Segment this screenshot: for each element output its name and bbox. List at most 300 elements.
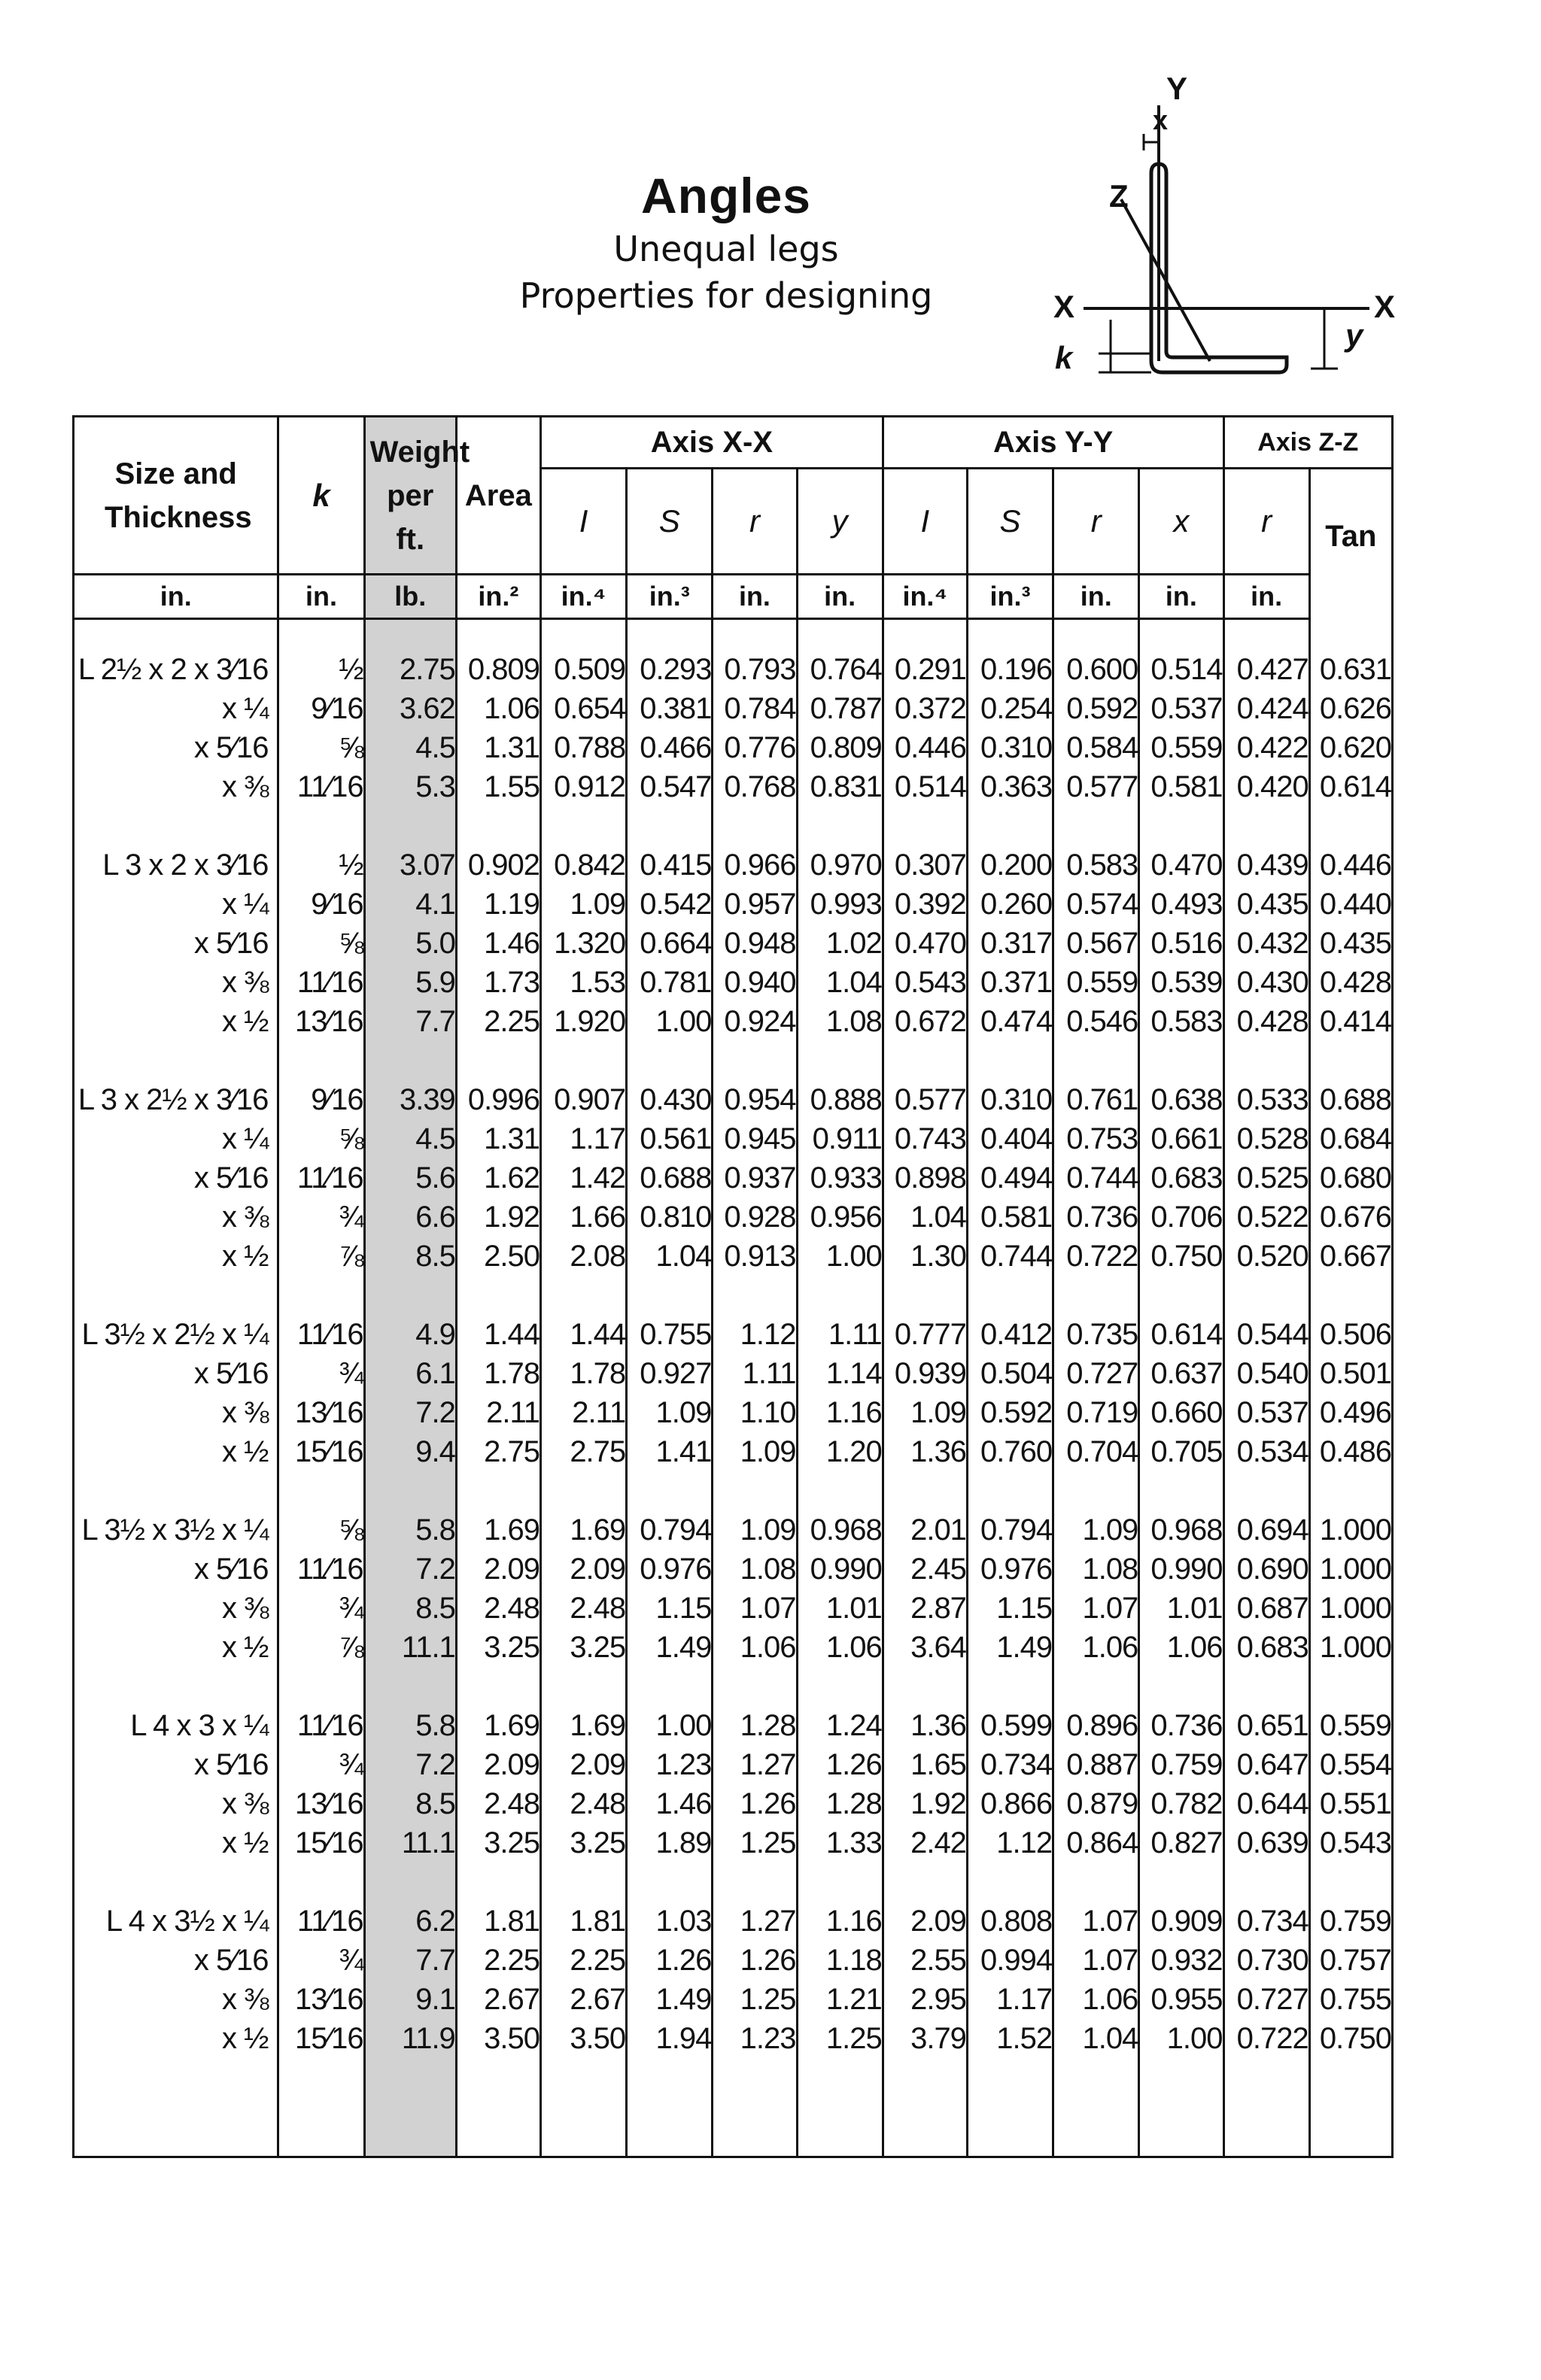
cell-tan: 0.543 [1309, 1823, 1392, 1862]
cell-k: 15⁄16 [278, 1823, 364, 1862]
table-row [74, 1745, 1393, 1784]
cell-zz-r: 0.522 [1223, 1198, 1309, 1237]
cell-yy-r: 0.559 [1053, 963, 1139, 1002]
cell-area: 1.31 [456, 728, 540, 767]
cell-area: 1.06 [456, 689, 540, 728]
spacer-cell [797, 619, 883, 651]
cell-k: 11⁄16 [278, 1706, 364, 1745]
cell-yy-s: 0.734 [967, 1745, 1053, 1784]
cell-weight: 3.07 [364, 845, 456, 885]
cell-zz-r: 0.427 [1223, 650, 1309, 689]
cell-weight: 5.8 [364, 1706, 456, 1745]
cell-size: x ½ [74, 2019, 278, 2058]
spacer-cell [627, 1862, 713, 1902]
cell-weight: 5.9 [364, 963, 456, 1002]
cell-yy-i: 0.470 [883, 924, 967, 963]
spacer-cell [1053, 619, 1139, 651]
spacer-cell [627, 1471, 713, 1510]
cell-xx-s: 0.542 [627, 885, 713, 924]
cell-zz-r: 0.525 [1223, 1158, 1309, 1198]
cell-yy-i: 2.01 [883, 1510, 967, 1550]
cell-xx-y: 1.04 [797, 963, 883, 1002]
cell-xx-y: 1.18 [797, 1941, 883, 1980]
cell-xx-y: 1.16 [797, 1393, 883, 1432]
spacer-cell [1139, 1667, 1223, 1706]
spacer-cell [713, 1862, 797, 1902]
spacer-cell [364, 1471, 456, 1510]
cell-k: ½ [278, 650, 364, 689]
cell-xx-r: 1.26 [713, 1941, 797, 1980]
spacer-cell [456, 619, 540, 651]
cell-xx-y: 0.764 [797, 650, 883, 689]
spacer-cell [883, 806, 967, 845]
header-weight: Weight per ft. [364, 417, 456, 575]
table-row [74, 767, 1393, 806]
spacer-cell [627, 1041, 713, 1080]
cell-xx-r: 1.06 [713, 1628, 797, 1667]
cell-xx-r: 0.945 [713, 1119, 797, 1158]
spacer-cell [797, 1667, 883, 1706]
cell-xx-s: 1.26 [627, 1941, 713, 1980]
cell-xx-y: 1.06 [797, 1628, 883, 1667]
spacer-cell [278, 1862, 364, 1902]
cell-xx-r: 1.25 [713, 1980, 797, 2019]
table-row [74, 885, 1393, 924]
cell-xx-r: 0.793 [713, 650, 797, 689]
table-row [74, 1823, 1393, 1862]
cell-yy-i: 0.672 [883, 1002, 967, 1041]
cell-tan: 1.000 [1309, 1628, 1392, 1667]
spacer-cell [797, 1041, 883, 1080]
cell-yy-s: 0.317 [967, 924, 1053, 963]
cell-yy-s: 0.808 [967, 1902, 1053, 1941]
unit-yy-x: in. [1139, 575, 1223, 619]
cell-xx-r: 1.11 [713, 1354, 797, 1393]
cell-xx-y: 0.970 [797, 845, 883, 885]
cell-k: 11⁄16 [278, 1158, 364, 1198]
spacer-cell [627, 619, 713, 651]
cell-xx-s: 1.41 [627, 1432, 713, 1471]
cell-xx-r: 1.27 [713, 1745, 797, 1784]
cell-yy-s: 0.412 [967, 1315, 1053, 1354]
cell-xx-r: 0.768 [713, 767, 797, 806]
cell-tan: 0.750 [1309, 2019, 1392, 2058]
cell-xx-i: 1.320 [540, 924, 626, 963]
spacer-cell [456, 1471, 540, 1510]
cell-size: x 5⁄16 [74, 1354, 278, 1393]
cell-yy-i: 0.777 [883, 1315, 967, 1354]
cell-yy-s: 0.866 [967, 1784, 1053, 1823]
cell-yy-s: 0.474 [967, 1002, 1053, 1041]
label-x-right: X [1374, 289, 1396, 324]
cell-weight: 6.2 [364, 1902, 456, 1941]
cell-xx-i: 2.48 [540, 1784, 626, 1823]
cell-zz-r: 0.734 [1223, 1902, 1309, 1941]
table-row [74, 1628, 1393, 1667]
spacer-cell [456, 806, 540, 845]
spacer-cell [540, 1471, 626, 1510]
spacer-cell [364, 1276, 456, 1315]
cell-xx-i: 1.66 [540, 1198, 626, 1237]
cell-k: ⅞ [278, 1237, 364, 1276]
spacer-cell [74, 1041, 278, 1080]
spacer-cell [627, 1667, 713, 1706]
cell-weight: 4.1 [364, 885, 456, 924]
cell-tan: 0.414 [1309, 1002, 1392, 1041]
cell-size: x ½ [74, 1002, 278, 1041]
spacer-cell [278, 806, 364, 845]
cell-xx-s: 0.381 [627, 689, 713, 728]
cell-tan: 1.000 [1309, 1510, 1392, 1550]
cell-yy-r: 1.04 [1053, 2019, 1139, 2058]
header-xx-r: r [713, 469, 797, 575]
cell-xx-y: 1.00 [797, 1237, 883, 1276]
cell-area: 1.19 [456, 885, 540, 924]
header-zz-r: r [1223, 469, 1309, 575]
spacer-cell [967, 1667, 1053, 1706]
cell-yy-s: 0.581 [967, 1198, 1053, 1237]
cell-yy-s: 0.200 [967, 845, 1053, 885]
cell-xx-r: 0.954 [713, 1080, 797, 1119]
cell-size: x 5⁄16 [74, 1941, 278, 1980]
cell-area: 1.81 [456, 1902, 540, 1941]
cell-k: 13⁄16 [278, 1784, 364, 1823]
cell-yy-x: 1.06 [1139, 1628, 1223, 1667]
cell-zz-r: 0.435 [1223, 885, 1309, 924]
cell-yy-x: 0.661 [1139, 1119, 1223, 1158]
cell-zz-r: 0.639 [1223, 1823, 1309, 1862]
cell-yy-i: 3.64 [883, 1628, 967, 1667]
label-z: Z [1109, 178, 1129, 214]
cell-yy-s: 1.49 [967, 1628, 1053, 1667]
cell-area: 1.73 [456, 963, 540, 1002]
cell-yy-s: 0.310 [967, 1080, 1053, 1119]
cell-area: 1.92 [456, 1198, 540, 1237]
cell-size: x ¼ [74, 1119, 278, 1158]
cell-yy-x: 0.782 [1139, 1784, 1223, 1823]
table-row [74, 1510, 1393, 1550]
cell-area: 0.996 [456, 1080, 540, 1119]
table-row [74, 728, 1393, 767]
cell-xx-i: 2.09 [540, 1550, 626, 1589]
spacer-cell [456, 1276, 540, 1315]
cell-yy-x: 0.493 [1139, 885, 1223, 924]
cell-xx-y: 1.02 [797, 924, 883, 963]
cell-xx-s: 0.430 [627, 1080, 713, 1119]
cell-yy-i: 0.291 [883, 650, 967, 689]
cell-k: 9⁄16 [278, 1080, 364, 1119]
cell-size: x ⅜ [74, 1784, 278, 1823]
cell-k: ⅞ [278, 1628, 364, 1667]
group-spacer [74, 1667, 1393, 1706]
cell-xx-i: 1.17 [540, 1119, 626, 1158]
cell-k: 15⁄16 [278, 1432, 364, 1471]
cell-xx-s: 1.00 [627, 1706, 713, 1745]
spacer-cell [1053, 1041, 1139, 1080]
cell-yy-x: 0.759 [1139, 1745, 1223, 1784]
cell-yy-r: 0.600 [1053, 650, 1139, 689]
cell-xx-s: 1.89 [627, 1823, 713, 1862]
cell-tan: 0.435 [1309, 924, 1392, 963]
cell-yy-i: 1.30 [883, 1237, 967, 1276]
spacer-cell [883, 2058, 967, 2157]
cell-area: 1.44 [456, 1315, 540, 1354]
cell-yy-s: 0.260 [967, 885, 1053, 924]
cell-yy-x: 0.514 [1139, 650, 1223, 689]
cell-yy-i: 0.372 [883, 689, 967, 728]
spacer-cell [713, 619, 797, 651]
cell-tan: 0.631 [1309, 650, 1392, 689]
cell-area: 1.62 [456, 1158, 540, 1198]
spacer-cell [1223, 1276, 1309, 1315]
cell-tan: 0.428 [1309, 963, 1392, 1002]
cell-xx-s: 0.976 [627, 1550, 713, 1589]
cell-xx-i: 2.48 [540, 1589, 626, 1628]
cell-xx-y: 1.11 [797, 1315, 883, 1354]
cell-xx-y: 1.24 [797, 1706, 883, 1745]
cell-k: ⅝ [278, 1119, 364, 1158]
cell-yy-r: 0.879 [1053, 1784, 1139, 1823]
cell-xx-s: 1.49 [627, 1628, 713, 1667]
cell-weight: 3.62 [364, 689, 456, 728]
cell-xx-r: 0.913 [713, 1237, 797, 1276]
cell-yy-r: 0.584 [1053, 728, 1139, 767]
header-tan: Tan [1309, 469, 1392, 619]
group-spacer [74, 806, 1393, 845]
cell-yy-i: 1.04 [883, 1198, 967, 1237]
cell-xx-r: 0.937 [713, 1158, 797, 1198]
cell-tan: 0.759 [1309, 1902, 1392, 1941]
unit-k: in. [278, 575, 364, 619]
spacer-cell [74, 806, 278, 845]
cell-xx-s: 0.561 [627, 1119, 713, 1158]
cell-yy-x: 0.583 [1139, 1002, 1223, 1041]
cell-tan: 0.446 [1309, 845, 1392, 885]
unit-yy-i: in.⁴ [883, 575, 967, 619]
header-size: Size and Thickness [74, 417, 278, 575]
cell-weight: 4.5 [364, 728, 456, 767]
spacer-cell [1223, 1862, 1309, 1902]
table-row [74, 1119, 1393, 1158]
cell-area: 0.902 [456, 845, 540, 885]
cell-xx-i: 0.509 [540, 650, 626, 689]
spacer-cell [797, 1276, 883, 1315]
cell-xx-s: 0.466 [627, 728, 713, 767]
spacer-cell [1139, 619, 1223, 651]
cell-zz-r: 0.722 [1223, 2019, 1309, 2058]
cell-weight: 5.6 [364, 1158, 456, 1198]
unit-size: in. [74, 575, 278, 619]
spacer-cell [540, 1041, 626, 1080]
cell-area: 2.48 [456, 1784, 540, 1823]
cell-tan: 0.757 [1309, 1941, 1392, 1980]
cell-xx-r: 0.957 [713, 885, 797, 924]
cell-weight: 2.75 [364, 650, 456, 689]
cell-xx-y: 1.08 [797, 1002, 883, 1041]
table-row [74, 1158, 1393, 1198]
spacer-cell [883, 1041, 967, 1080]
cell-yy-x: 0.683 [1139, 1158, 1223, 1198]
cell-yy-s: 0.404 [967, 1119, 1053, 1158]
unit-yy-s: in.³ [967, 575, 1053, 619]
cell-weight: 5.0 [364, 924, 456, 963]
cell-yy-i: 1.65 [883, 1745, 967, 1784]
cell-tan: 1.000 [1309, 1550, 1392, 1589]
spacer-cell [364, 619, 456, 651]
cell-weight: 3.39 [364, 1080, 456, 1119]
cell-xx-s: 0.794 [627, 1510, 713, 1550]
cell-yy-s: 0.592 [967, 1393, 1053, 1432]
cell-tan: 0.620 [1309, 728, 1392, 767]
spacer-cell [540, 1862, 626, 1902]
cell-tan: 0.680 [1309, 1158, 1392, 1198]
cell-xx-s: 1.23 [627, 1745, 713, 1784]
cell-xx-s: 0.927 [627, 1354, 713, 1393]
cell-xx-i: 3.50 [540, 2019, 626, 2058]
cell-size: x 5⁄16 [74, 1158, 278, 1198]
spacer-cell [1223, 1667, 1309, 1706]
spacer-cell [1309, 1667, 1392, 1706]
label-y-upper: Y [1166, 75, 1188, 106]
cell-zz-r: 0.430 [1223, 963, 1309, 1002]
cell-yy-r: 0.887 [1053, 1745, 1139, 1784]
cell-xx-y: 0.968 [797, 1510, 883, 1550]
cell-yy-x: 0.470 [1139, 845, 1223, 885]
cell-yy-r: 0.583 [1053, 845, 1139, 885]
spacer-cell [278, 619, 364, 651]
table-row [74, 1315, 1393, 1354]
cell-xx-i: 1.42 [540, 1158, 626, 1198]
header-yy-i: I [883, 469, 967, 575]
cell-yy-i: 0.743 [883, 1119, 967, 1158]
cell-k: ⅝ [278, 728, 364, 767]
spacer-cell [1309, 1276, 1392, 1315]
spacer-cell [1053, 806, 1139, 845]
cell-xx-y: 1.28 [797, 1784, 883, 1823]
cell-size: x ⅜ [74, 1980, 278, 2019]
spacer-cell [967, 1276, 1053, 1315]
header-xx-s: S [627, 469, 713, 575]
cell-zz-r: 0.420 [1223, 767, 1309, 806]
spacer-cell [364, 806, 456, 845]
title-block [421, 165, 1031, 319]
spacer-cell [713, 1041, 797, 1080]
cell-xx-y: 1.26 [797, 1745, 883, 1784]
cell-xx-s: 1.04 [627, 1237, 713, 1276]
cell-yy-i: 0.392 [883, 885, 967, 924]
cell-k: ½ [278, 845, 364, 885]
group-spacer [74, 1471, 1393, 1510]
cell-zz-r: 0.422 [1223, 728, 1309, 767]
spacer-cell [1053, 2058, 1139, 2157]
cell-xx-r: 1.25 [713, 1823, 797, 1862]
cell-xx-s: 1.49 [627, 1980, 713, 2019]
group-spacer [74, 1041, 1393, 1080]
cell-yy-r: 0.567 [1053, 924, 1139, 963]
spacer-cell [713, 806, 797, 845]
cell-area: 1.69 [456, 1706, 540, 1745]
spacer-cell [1139, 806, 1223, 845]
cell-weight: 9.1 [364, 1980, 456, 2019]
cell-zz-r: 0.644 [1223, 1784, 1309, 1823]
cell-k: ¾ [278, 1745, 364, 1784]
group-spacer [74, 1276, 1393, 1315]
table-row [74, 1589, 1393, 1628]
cell-yy-r: 1.06 [1053, 1980, 1139, 2019]
cell-k: 13⁄16 [278, 1980, 364, 2019]
cell-tan: 0.496 [1309, 1393, 1392, 1432]
spacer-cell [1309, 806, 1392, 845]
cell-xx-s: 1.09 [627, 1393, 713, 1432]
cell-xx-s: 0.755 [627, 1315, 713, 1354]
cell-xx-i: 1.44 [540, 1315, 626, 1354]
spacer-cell [278, 1471, 364, 1510]
unit-xx-r: in. [713, 575, 797, 619]
spacer-cell [278, 2058, 364, 2157]
cell-yy-r: 0.736 [1053, 1198, 1139, 1237]
spacer-cell [74, 1471, 278, 1510]
cell-xx-r: 0.776 [713, 728, 797, 767]
cell-yy-i: 1.36 [883, 1432, 967, 1471]
spacer-cell [456, 1862, 540, 1902]
cell-yy-r: 0.574 [1053, 885, 1139, 924]
table-row [74, 963, 1393, 1002]
spacer-cell [1223, 1471, 1309, 1510]
unit-area: in.² [456, 575, 540, 619]
cell-area: 2.11 [456, 1393, 540, 1432]
cell-zz-r: 0.428 [1223, 1002, 1309, 1041]
cell-area: 2.67 [456, 1980, 540, 2019]
cell-zz-r: 0.687 [1223, 1589, 1309, 1628]
spacer-cell [278, 1041, 364, 1080]
cell-xx-r: 1.28 [713, 1706, 797, 1745]
cell-yy-s: 1.52 [967, 2019, 1053, 2058]
cell-yy-x: 0.705 [1139, 1432, 1223, 1471]
cell-xx-y: 0.809 [797, 728, 883, 767]
spacer-cell [540, 1667, 626, 1706]
cell-yy-i: 1.92 [883, 1784, 967, 1823]
table-row [74, 689, 1393, 728]
cell-xx-y: 1.33 [797, 1823, 883, 1862]
spacer-cell [540, 1276, 626, 1315]
cell-yy-s: 1.17 [967, 1980, 1053, 2019]
cell-yy-x: 0.537 [1139, 689, 1223, 728]
table-row [74, 1354, 1393, 1393]
cell-xx-y: 1.20 [797, 1432, 883, 1471]
cell-xx-r: 1.09 [713, 1432, 797, 1471]
cell-yy-x: 0.990 [1139, 1550, 1223, 1589]
cell-yy-x: 0.736 [1139, 1706, 1223, 1745]
cell-size: x 5⁄16 [74, 728, 278, 767]
cell-yy-s: 0.254 [967, 689, 1053, 728]
spacer-cell [1223, 1041, 1309, 1080]
cell-yy-r: 0.896 [1053, 1706, 1139, 1745]
spacer-cell [364, 1862, 456, 1902]
cell-yy-r: 0.577 [1053, 767, 1139, 806]
cell-k: 11⁄16 [278, 963, 364, 1002]
cell-area: 0.809 [456, 650, 540, 689]
spacer-cell [967, 1471, 1053, 1510]
spacer-cell [456, 1667, 540, 1706]
cell-xx-s: 1.15 [627, 1589, 713, 1628]
cell-yy-x: 0.614 [1139, 1315, 1223, 1354]
cell-zz-r: 0.683 [1223, 1628, 1309, 1667]
cell-yy-i: 3.79 [883, 2019, 967, 2058]
spacer-cell [713, 1471, 797, 1510]
spacer-cell [1139, 1041, 1223, 1080]
cell-yy-i: 2.09 [883, 1902, 967, 1941]
spacer-cell [967, 619, 1053, 651]
